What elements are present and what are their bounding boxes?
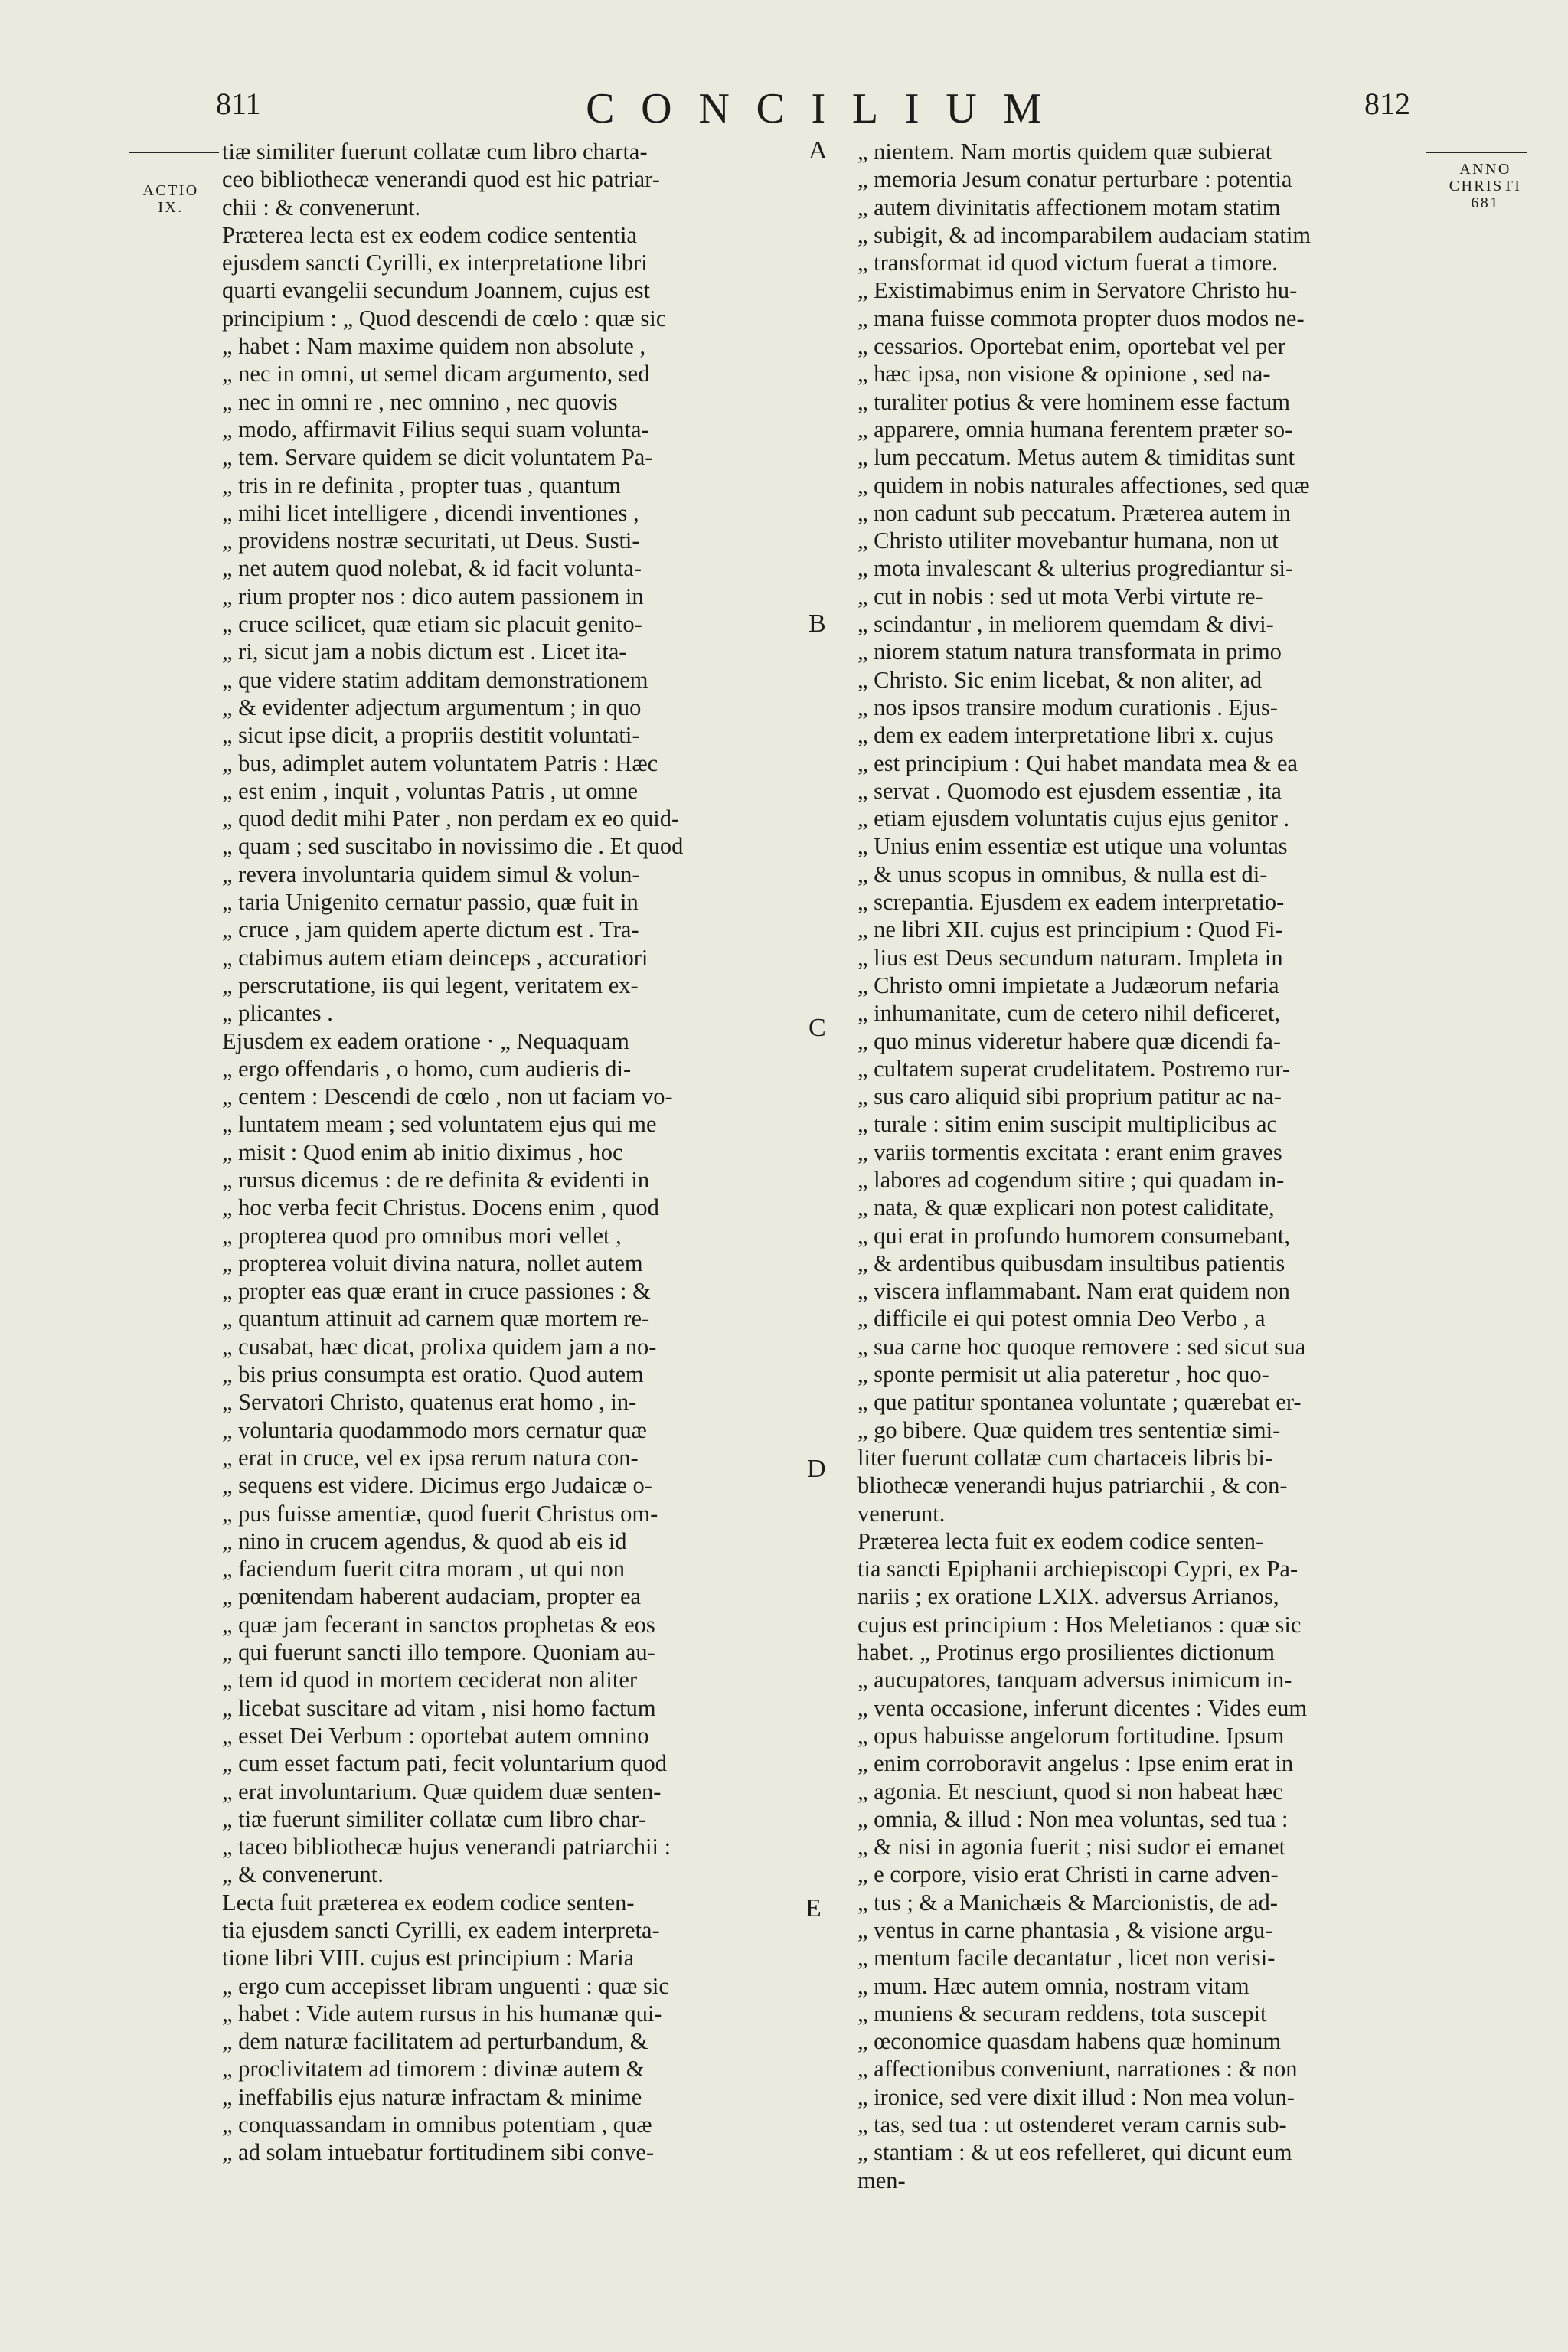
text-line: „ quidem in nobis naturales affectiones, sed quæ: [858, 472, 1310, 498]
text-line: „ mentum facile decantatur , licet non verisi-: [858, 1945, 1276, 1971]
text-line: „ ad solam intuebatur fortitudinem sibi conve-: [222, 2139, 655, 2166]
text-line: „ nec in omni, ut semel dicam argumento, sed: [222, 361, 650, 387]
text-line: „ transformat id quod victum fuerat a timore.: [858, 250, 1278, 276]
text-line: „ net autem quod nolebat, & id facit volunta-: [222, 555, 642, 582]
section-letter-c: C: [808, 1014, 826, 1042]
text-line: „ cultatem superat crudelitatem. Postremo rur-: [858, 1055, 1291, 1082]
text-line: „ turaliter potius & vere hominem esse factum: [858, 388, 1290, 415]
text-line: „ providens nostræ securitati, ut Deus. Susti-: [222, 528, 640, 554]
text-line: quarti evangelii secundum Joannem, cujus est: [222, 277, 651, 304]
running-head-title: CONCILIUM: [586, 85, 1068, 132]
text-line: „ propterea quod pro omnibus mori vellet ,: [222, 1222, 622, 1249]
text-line: „ bis prius consumpta est oratio. Quod autem: [222, 1361, 644, 1388]
text-line: „ cruce scilicet, quæ etiam sic placuit genito-: [222, 611, 642, 638]
right-text-column: [858, 138, 1424, 2194]
text-line: „ scindantur , in meliorem quemdam & divi-: [858, 611, 1274, 638]
text-line: „ esset Dei Verbum : oportebat autem omnino: [222, 1722, 649, 1749]
text-line: „ nino in crucem agendus, & quod ab eis id: [222, 1527, 627, 1554]
text-line: „ nec in omni re , nec omnino , nec quovis: [222, 388, 618, 415]
text-line: „ cusabat, hæc dicat, prolixa quidem jam a no-: [222, 1333, 657, 1360]
text-line: „ ne libri XII. cujus est principium : Quod Fi-: [858, 916, 1283, 943]
text-line: nariis ; ex oratione LXIX. adversus Arrianos,: [858, 1583, 1279, 1610]
text-line: „ ri, sicut jam a nobis dictum est . Licet ita-: [222, 639, 627, 665]
text-line: „ qui erat in profundo humorem consumebant,: [858, 1222, 1290, 1249]
anno-label: ANNO: [1459, 161, 1511, 178]
text-line: „ hæc ipsa, non visione & opinione , sed na-: [858, 361, 1271, 387]
section-letter-b: B: [808, 609, 826, 638]
text-line: „ viscera inflammabant. Nam erat quidem non: [858, 1278, 1290, 1305]
text-line: „ affectionibus conveniunt, narrationes : & non: [858, 2056, 1298, 2082]
text-line: „ dem ex eadem interpretatione libri x. cujus: [858, 722, 1274, 749]
text-line: tione libri VIII. cujus est principium : Maria: [222, 1945, 635, 1971]
text-line: „ Unius enim essentiæ est utique una voluntas: [858, 833, 1288, 860]
text-line: „ apparere, omnia humana ferentem præter so-: [858, 416, 1293, 443]
text-line: „ cut in nobis : sed ut mota Verbi virtute re-: [858, 583, 1263, 609]
text-line: ejusdem sancti Cyrilli, ex interpretatione libri: [222, 250, 648, 276]
text-line: „ propterea voluit divina natura, nollet autem: [222, 1250, 643, 1276]
text-line: „ mota invalescant & ulterius progrediantur si-: [858, 555, 1294, 582]
text-line: chii : & convenerunt.: [222, 194, 421, 220]
text-line: men-: [858, 2167, 906, 2194]
text-line: „ muniens & securam reddens, tota suscepit: [858, 2000, 1267, 2027]
text-line: „ voluntaria quodammodo mors cernatur quæ: [222, 1416, 647, 1443]
section-letter-d: D: [807, 1455, 826, 1483]
text-line: „ ergo cum accepisset libram unguenti : quæ sic: [222, 1972, 669, 1999]
text-line: „ pus fuisse amentiæ, quod fuerit Christus om-: [222, 1500, 658, 1527]
text-line: „ rium propter nos : dico autem passionem in: [222, 583, 644, 609]
text-line: „ e corpore, visio erat Christi in carne adven-: [858, 1861, 1279, 1888]
text-line: „ sponte permisit ut alia pateretur , hoc quo-: [858, 1361, 1269, 1388]
text-line: „ faciendum fuerit citra moram , ut qui non: [222, 1556, 625, 1583]
text-line: „ bus, adimplet autem voluntatem Patris : Hæc: [222, 750, 658, 776]
actio-label: ACTIO: [142, 182, 199, 199]
left-margin-rule: [129, 152, 219, 153]
text-line: „ œconomice quasdam habens quæ hominum: [858, 2028, 1282, 2055]
text-line: „ inhumanitate, cum de cetero nihil deficeret,: [858, 1000, 1281, 1027]
text-line: „ pœnitendam haberent audaciam, propter ea: [222, 1583, 642, 1610]
text-line: „ perscrutatione, iis qui legent, veritatem ex-: [222, 972, 639, 998]
left-text-column: [222, 138, 789, 2167]
text-line: „ nata, & quæ explicari non potest caliditate,: [858, 1194, 1275, 1221]
text-line: „ habet : Nam maxime quidem non absolute ,: [222, 333, 646, 360]
year-label: 681: [1471, 194, 1500, 211]
text-line: „ erat in cruce, vel ex ipsa rerum natura con-: [222, 1444, 639, 1471]
text-line: tia ejusdem sancti Cyrilli, ex eadem interpreta-: [222, 1917, 660, 1943]
text-line: „ & convenerunt.: [222, 1861, 384, 1888]
text-line: „ servat . Quomodo est ejusdem essentiæ , ita: [858, 777, 1282, 804]
text-line: Præterea lecta est ex eodem codice sententia: [222, 221, 637, 248]
text-line: „ autem divinitatis affectionem motam statim: [858, 194, 1281, 220]
text-line: „ plicantes .: [222, 1000, 333, 1027]
text-line: „ proclivitatem ad timorem : divinæ autem &: [222, 2056, 645, 2082]
text-line: „ sicut ipse dicit, a propriis destitit voluntati-: [222, 722, 640, 749]
text-line: „ sus caro aliquid sibi proprium patitur ac na-: [858, 1083, 1282, 1110]
text-line: „ cum esset factum pati, fecit voluntarium quod: [222, 1750, 668, 1777]
section-letter-e: E: [805, 1894, 822, 1922]
right-page-number: 812: [1364, 87, 1410, 121]
text-line: „ enim corroboravit angelus : Ipse enim erat in: [858, 1750, 1294, 1777]
text-line: „ est principium : Qui habet mandata mea & ea: [858, 750, 1298, 776]
text-line: „ que videre statim additam demonstrationem: [222, 666, 648, 693]
text-line: „ aucupatores, tanquam adversus inimicum in-: [858, 1667, 1292, 1694]
text-line: „ que patitur spontanea voluntate ; quærebat er-: [858, 1389, 1302, 1416]
text-line: „ ironice, sed vere dixit illud : Non mea volun-: [858, 2083, 1295, 2110]
text-line: bliothecæ venerandi hujus patriarchii , & con-: [858, 1472, 1288, 1499]
text-line: „ mana fuisse commota propter duos modos ne-: [858, 305, 1305, 332]
text-line: „ & unus scopus in omnibus, & nulla est di-: [858, 861, 1268, 887]
text-line: Præterea lecta fuit ex eodem codice senten-: [858, 1527, 1264, 1554]
text-line: ceo bibliothecæ venerandi quod est hic patriar-: [222, 166, 660, 193]
text-line: „ etiam ejusdem voluntatis cujus ejus genitor .: [858, 805, 1290, 832]
text-line: „ & evidenter adjectum argumentum ; in quo: [222, 694, 642, 720]
text-line: „ qui fuerunt sancti illo tempore. Quoniam au-: [222, 1639, 655, 1666]
text-line: „ ventus in carne phantasia , & visione argu-: [858, 1917, 1273, 1943]
text-line: „ & ardentibus quibusdam insultibus patientis: [858, 1250, 1285, 1276]
left-page-number: 811: [216, 87, 261, 121]
text-line: „ licebat suscitare ad vitam , nisi homo factum: [222, 1694, 656, 1721]
text-line: „ turale : sitim enim suscipit multiplicibus ac: [858, 1111, 1278, 1138]
text-line: habet. „ Protinus ergo prosilientes dictionum: [858, 1639, 1275, 1666]
text-line: „ luntatem meam ; sed voluntatem ejus qui me: [222, 1111, 657, 1138]
text-line: principium : „ Quod descendi de cœlo : quæ sic: [222, 305, 667, 332]
text-line: „ nos ipsos transire modum curationis . Ejus-: [858, 694, 1278, 720]
text-line: „ go bibere. Quæ quidem tres sententiæ simi-: [858, 1416, 1281, 1443]
text-line: „ nientem. Nam mortis quidem quæ subierat: [858, 139, 1272, 165]
text-line: „ quo minus videretur habere quæ dicendi fa-: [858, 1027, 1282, 1054]
text-line: „ opus habuisse angelorum fortitudine. Ipsum: [858, 1722, 1285, 1749]
text-line: „ tem. Servare quidem se dicit voluntatem Pa-: [222, 444, 653, 471]
text-line: „ non cadunt sub peccatum. Præterea autem in: [858, 499, 1291, 526]
text-line: „ labores ad cogendum sitire ; qui quadam in-: [858, 1166, 1285, 1193]
text-line: „ niorem statum natura transformata in primo: [858, 639, 1282, 665]
actio-number: IX.: [158, 199, 184, 216]
text-line: „ taceo bibliothecæ hujus venerandi patriarchii :: [222, 1834, 671, 1860]
text-line: „ agonia. Et nesciunt, quod si non habeat hæc: [858, 1778, 1283, 1805]
text-line: „ lius est Deus secundum naturam. Impleta in: [858, 944, 1283, 971]
text-line: „ rursus dicemus : de re definita & evidenti in: [222, 1166, 650, 1193]
text-line: tiæ similiter fuerunt collatæ cum libro charta-: [222, 139, 648, 165]
text-line: „ tris in re definita , propter tuas , quantum: [222, 472, 621, 498]
text-line: „ taria Unigenito cernatur passio, quæ fuit in: [222, 889, 639, 916]
text-line: „ quæ jam fecerant in sanctos prophetas & eos: [222, 1611, 655, 1638]
text-line: „ ergo offendaris , o homo, cum audieris di-: [222, 1055, 632, 1082]
anno-christi-margin-note: [1439, 161, 1531, 211]
text-line: „ quantum attinuit ad carnem quæ mortem re-: [222, 1305, 650, 1332]
text-line: „ hoc verba fecit Christus. Docens enim , quod: [222, 1194, 659, 1221]
text-line: „ tas, sed tua : ut ostenderet veram carnis sub-: [858, 2112, 1287, 2138]
text-line: „ stantiam : & ut eos refelleret, qui dicunt eum: [858, 2139, 1292, 2166]
text-line: „ tem id quod in mortem ceciderat non aliter: [222, 1667, 638, 1694]
text-line: „ variis tormentis excitata : erant enim graves: [858, 1138, 1282, 1165]
text-line: „ propter eas quæ erant in cruce passiones : &: [222, 1278, 651, 1305]
right-margin-rule: [1426, 152, 1527, 153]
text-line: „ quod dedit mihi Pater , non perdam ex eo quid-: [222, 805, 680, 832]
christi-label: CHRISTI: [1449, 178, 1522, 194]
text-line: „ sequens est videre. Dicimus ergo Judaicæ o-: [222, 1472, 652, 1499]
section-letter-a: A: [808, 136, 828, 165]
text-line: „ subigit, & ad incomparabilem audaciam statim: [858, 221, 1312, 248]
text-line: „ mum. Hæc autem omnia, nostram vitam: [858, 1972, 1250, 1999]
text-line: „ Christo utiliter movebantur humana, non ut: [858, 528, 1279, 554]
text-line: „ tus ; & a Manichæis & Marcionistis, de ad-: [858, 1889, 1278, 1916]
text-line: „ ctabimus autem etiam deinceps , accuratiori: [222, 944, 648, 971]
text-line: „ Existimabimus enim in Servatore Christo hu-: [858, 277, 1298, 304]
text-line: „ cessarios. Oportebat enim, oportebat vel per: [858, 333, 1285, 360]
text-line: „ Christo. Sic enim licebat, & non aliter, ad: [858, 666, 1263, 693]
text-line: „ venta occasione, inferunt dicentes : Vides eum: [858, 1694, 1308, 1721]
text-line: „ omnia, & illud : Non mea voluntas, sed tua :: [858, 1805, 1289, 1832]
text-line: cujus est principium : Hos Meletianos : quæ sic: [858, 1611, 1302, 1638]
text-line: „ sua carne hoc quoque removere : sed sicut sua: [858, 1333, 1306, 1360]
text-line: „ ineffabilis ejus naturæ infractam & minime: [222, 2083, 642, 2110]
text-line: „ memoria Jesum conatur perturbare : potentia: [858, 166, 1292, 193]
text-line: „ tiæ fuerunt similiter collatæ cum libro char-: [222, 1805, 647, 1832]
text-line: „ quam ; sed suscitabo in novissimo die . Et quod: [222, 833, 684, 860]
text-line: tia sancti Epiphanii archiepiscopi Cypri, ex Pa-: [858, 1556, 1298, 1583]
text-line: „ cruce , jam quidem aperte dictum est . Tra-: [222, 916, 639, 943]
text-line: „ est enim , inquit , voluntas Patris , ut omne: [222, 777, 639, 804]
text-line: „ revera involuntaria quidem simul & volun-: [222, 861, 640, 887]
text-line: „ Servatori Christo, quatenus erat homo , in-: [222, 1389, 637, 1416]
text-line: „ dem naturæ facilitatem ad perturbandum, &: [222, 2028, 648, 2055]
text-line: „ habet : Vide autem rursus in his humanæ qui-: [222, 2000, 662, 2027]
text-line: venerunt.: [858, 1500, 946, 1527]
text-line: „ centem : Descendi de cœlo , non ut faciam vo-: [222, 1083, 673, 1110]
text-line: „ lum peccatum. Metus autem & timiditas sunt: [858, 444, 1295, 471]
text-line: Ejusdem ex eadem oratione · „ Nequaquam: [222, 1027, 629, 1054]
text-line: „ difficile ei qui potest omnia Deo Verbo , a: [858, 1305, 1266, 1332]
text-line: liter fuerunt collatæ cum chartaceis libris bi-: [858, 1444, 1273, 1471]
actio-margin-note: [113, 182, 228, 216]
text-line: „ Christo omni impietate a Judæorum nefaria: [858, 972, 1279, 998]
text-line: „ mihi licet intelligere , dicendi inventiones ,: [222, 499, 639, 526]
text-line: „ modo, affirmavit Filius sequi suam volunta-: [222, 416, 649, 443]
text-line: Lecta fuit præterea ex eodem codice senten-: [222, 1889, 635, 1916]
text-line: „ misit : Quod enim ab initio diximus , hoc: [222, 1138, 623, 1165]
text-line: „ erat involuntarium. Quæ quidem duæ senten-: [222, 1778, 662, 1805]
text-line: „ conquassandam in omnibus potentiam , quæ: [222, 2112, 652, 2138]
text-line: „ & nisi in agonia fuerit ; nisi sudor ei emanet: [858, 1834, 1286, 1860]
text-line: „ screpantia. Ejusdem ex eadem interpretatio-: [858, 889, 1285, 916]
